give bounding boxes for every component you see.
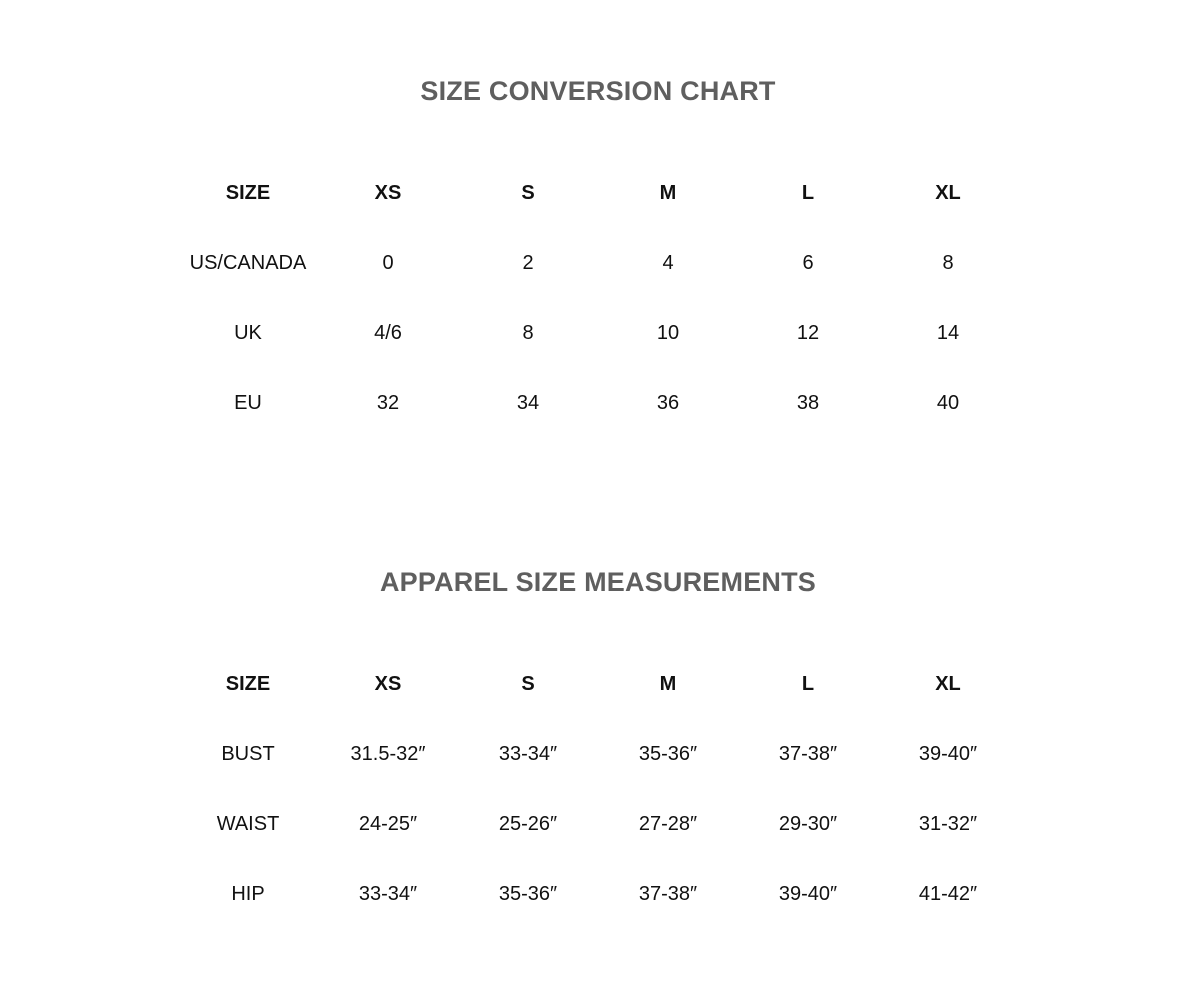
table-cell: 24-25″ xyxy=(358,812,418,835)
table-row xyxy=(178,789,1018,859)
table-cell: 14 xyxy=(936,321,960,344)
table-cell: 38 xyxy=(796,391,820,414)
header-cell: L xyxy=(801,181,815,204)
row-label: US/CANADA xyxy=(189,251,307,274)
row-label: WAIST xyxy=(216,812,280,835)
conversion-chart-title: SIZE CONVERSION CHART xyxy=(420,76,776,106)
table-header-row xyxy=(178,158,1018,228)
table-cell: 41-42″ xyxy=(918,882,978,905)
size-conversion-table xyxy=(178,158,1018,438)
table-cell: 35-36″ xyxy=(638,742,698,765)
header-cell: XS xyxy=(374,672,402,695)
table-cell: 36 xyxy=(656,391,680,414)
header-cell: XL xyxy=(935,181,961,204)
table-cell: 33-34″ xyxy=(358,882,418,905)
header-cell: SIZE xyxy=(225,672,271,695)
table-cell: 8 xyxy=(522,321,534,344)
table-row xyxy=(178,859,1018,929)
table-cell: 32 xyxy=(376,391,400,414)
table-cell: 39-40″ xyxy=(918,742,978,765)
table-header-row xyxy=(178,649,1018,719)
header-cell: S xyxy=(521,181,535,204)
header-cell: SIZE xyxy=(225,181,271,204)
header-cell: M xyxy=(659,672,677,695)
row-label: EU xyxy=(234,391,262,414)
table-cell: 6 xyxy=(802,251,814,274)
header-cell: L xyxy=(801,672,815,695)
table-row xyxy=(178,368,1018,438)
apparel-measurements-table xyxy=(178,649,1018,929)
header-cell: S xyxy=(521,672,535,695)
table-cell: 4/6 xyxy=(374,321,402,344)
header-cell: XL xyxy=(935,672,961,695)
table-cell: 37-38″ xyxy=(778,742,838,765)
table-cell: 31.5-32″ xyxy=(350,742,426,765)
table-cell: 29-30″ xyxy=(778,812,838,835)
row-label: BUST xyxy=(221,742,275,765)
table-cell: 2 xyxy=(522,251,534,274)
table-cell: 10 xyxy=(656,321,680,344)
table-row xyxy=(178,228,1018,298)
row-label: HIP xyxy=(231,882,265,905)
table-cell: 37-38″ xyxy=(638,882,698,905)
table-cell: 31-32″ xyxy=(918,812,978,835)
table-cell: 25-26″ xyxy=(498,812,558,835)
table-cell: 35-36″ xyxy=(498,882,558,905)
table-cell: 27-28″ xyxy=(638,812,698,835)
table-cell: 0 xyxy=(382,251,394,274)
table-cell: 39-40″ xyxy=(778,882,838,905)
table-cell: 34 xyxy=(516,391,540,414)
table-cell: 40 xyxy=(936,391,960,414)
table-cell: 12 xyxy=(796,321,820,344)
header-cell: M xyxy=(659,181,677,204)
table-cell: 8 xyxy=(942,251,954,274)
table-cell: 4 xyxy=(662,251,674,274)
measurements-title: APPAREL SIZE MEASUREMENTS xyxy=(379,567,817,597)
table-row xyxy=(178,719,1018,789)
table-row xyxy=(178,298,1018,368)
row-label: UK xyxy=(234,321,262,344)
header-cell: XS xyxy=(374,181,402,204)
table-cell: 33-34″ xyxy=(498,742,558,765)
